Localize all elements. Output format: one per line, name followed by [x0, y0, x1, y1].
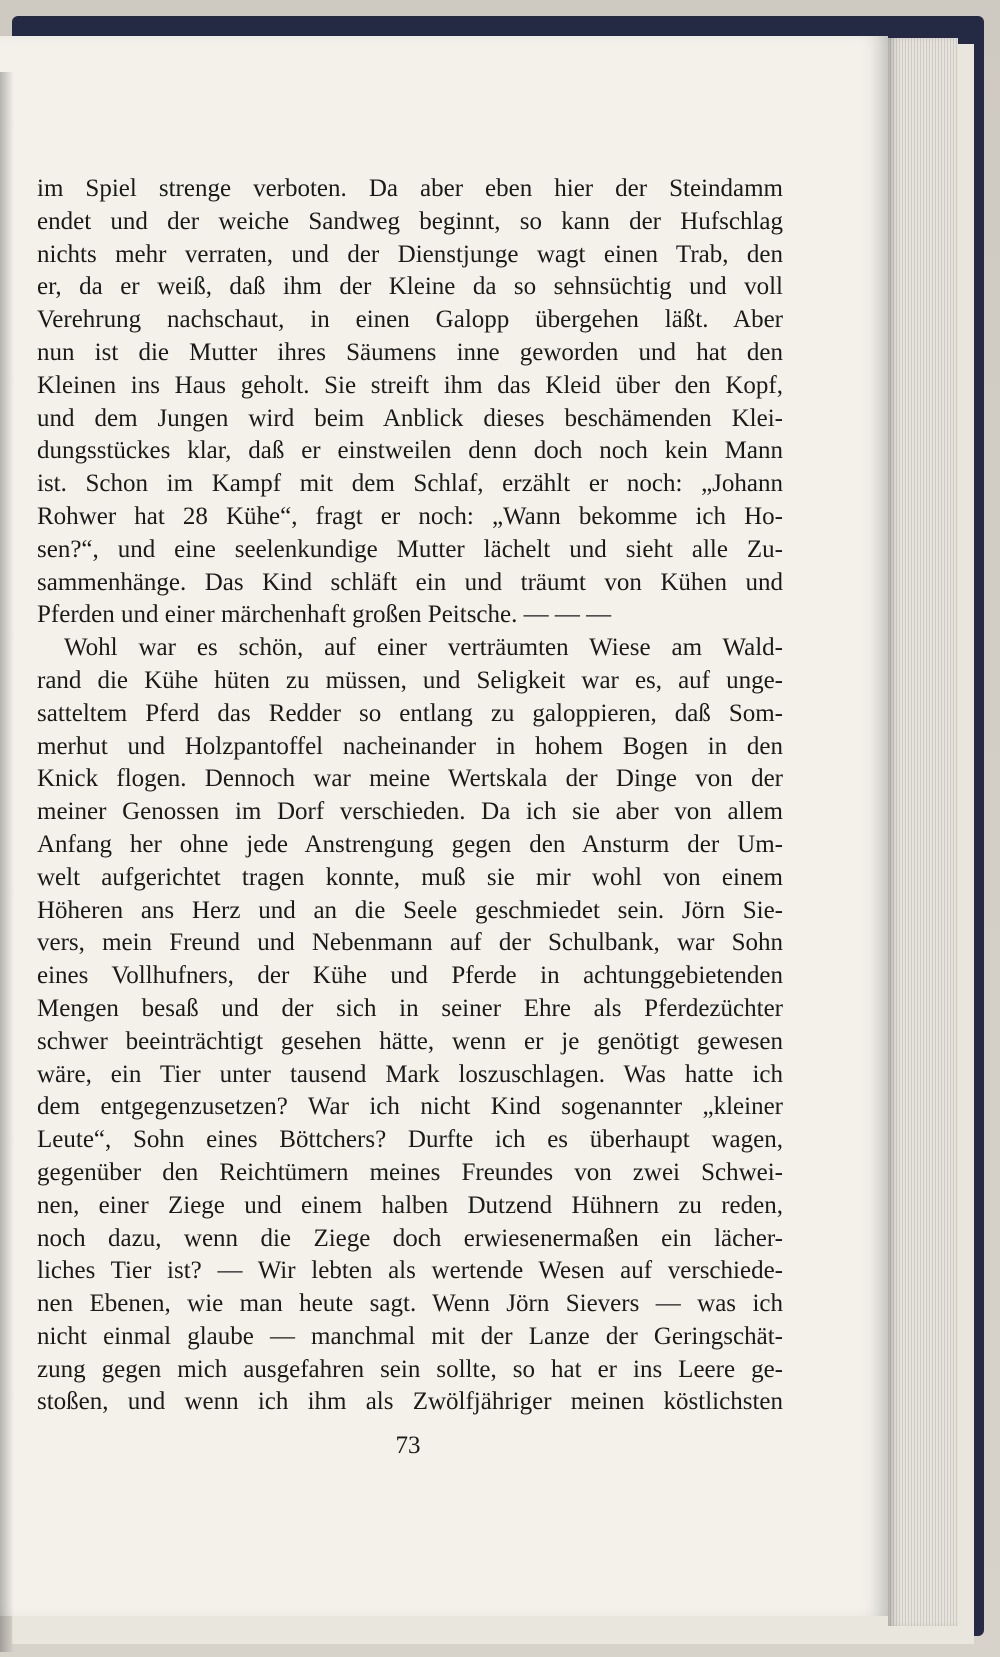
- text-line: sen?“, und eine seelenkundige Mutter lächelt und sieht alle Zu-: [37, 535, 783, 563]
- text-line: endet und der weiche Sandweg beginnt, so kann der Hufschlag: [37, 207, 783, 235]
- text-line: zung gegen mich ausgefahren sein sollte, so hat er ins Leere ge-: [37, 1355, 783, 1383]
- text-line: nicht einmal glaube — manchmal mit der Lanze der Geringschät-: [37, 1322, 783, 1350]
- text-line: gegenüber den Reichtümern meines Freundes von zwei Schwei-: [37, 1158, 783, 1186]
- spine-shadow: [0, 72, 14, 1652]
- body-text: [37, 173, 783, 1419]
- page-number: 73: [395, 1432, 421, 1459]
- book-page: [0, 36, 888, 1616]
- text-line: nen Ebenen, wie man heute sagt. Wenn Jörn Sievers — was ich: [37, 1290, 783, 1318]
- text-line: Anfang her ohne jede Anstrengung gegen den Ansturm der Um-: [37, 830, 783, 858]
- text-line: Verehrung nachschaut, in einen Galopp übergehen läßt. Aber: [37, 306, 783, 334]
- text-line: und dem Jungen wird beim Anblick dieses beschämenden Klei-: [37, 404, 783, 432]
- text-line: Knick flogen. Dennoch war meine Wertskala der Dinge von der: [37, 765, 783, 793]
- text-line: schwer beeinträchtigt gesehen hätte, wenn er je genötigt gewesen: [37, 1027, 783, 1055]
- text-line: Pferden und einer märchenhaft großen Peitsche. — — —: [37, 601, 612, 629]
- text-line: nun ist die Mutter ihres Säumens inne geworden und hat den: [37, 338, 783, 366]
- text-line: Wohl war es schön, auf einer verträumten Wiese am Wald-: [64, 634, 783, 662]
- text-line: nen, einer Ziege und einem halben Dutzend Hühnern zu reden,: [37, 1191, 783, 1219]
- text-line: Kleinen ins Haus geholt. Sie streift ihm das Kleid über den Kopf,: [37, 371, 783, 399]
- text-line: Mengen besaß und der sich in seiner Ehre als Pferdezüchter: [37, 994, 783, 1022]
- text-line: dungsstückes klar, daß er einstweilen denn doch noch kein Mann: [37, 437, 783, 465]
- text-line: satteltem Pferd das Redder so entlang zu galoppieren, daß Som-: [37, 699, 783, 727]
- text-line: Höheren ans Herz und an die Seele geschmiedet sein. Jörn Sie-: [37, 896, 783, 924]
- text-line: nichts mehr verraten, und der Dienstjunge wagt einen Trab, den: [37, 240, 783, 268]
- text-line: noch dazu, wenn die Ziege doch erwiesenermaßen ein lächer-: [37, 1224, 783, 1252]
- text-line: vers, mein Freund und Nebenmann auf der Schulbank, war Sohn: [37, 929, 783, 957]
- text-line: im Spiel strenge verboten. Da aber eben hier der Steindamm: [37, 175, 783, 202]
- text-line: stoßen, und wenn ich ihm als Zwölfjähriger meinen köstlichsten: [37, 1388, 783, 1416]
- text-line: sammenhänge. Das Kind schläft ein und träumt von Kühen und: [37, 568, 783, 596]
- text-line: wäre, ein Tier unter tausend Mark loszuschlagen. Was hatte ich: [37, 1060, 783, 1088]
- text-line: eines Vollhufners, der Kühe und Pferde in achtunggebietenden: [37, 962, 783, 990]
- page-edges: [888, 38, 958, 1626]
- text-line: Leute“, Sohn eines Böttchers? Durfte ich es überhaupt wagen,: [37, 1126, 783, 1154]
- text-line: er, da er weiß, daß ihm der Kleine da so sehnsüchtig und voll: [37, 273, 783, 301]
- text-line: ist. Schon im Kampf mit dem Schlaf, erzählt er noch: „Johann: [37, 470, 783, 498]
- text-line: rand die Kühe hüten zu müssen, und Seligkeit war es, auf unge-: [37, 666, 783, 694]
- text-line: merhut und Holzpantoffel nacheinander in hohem Bogen in den: [37, 732, 783, 760]
- text-line: dem entgegenzusetzen? War ich nicht Kind sogenannter „kleiner: [37, 1093, 783, 1121]
- text-line: Rohwer hat 28 Kühe“, fragt er noch: „Wann bekomme ich Ho-: [37, 502, 783, 530]
- text-line: liches Tier ist? — Wir lebten als wertende Wesen auf verschiede-: [37, 1257, 783, 1285]
- text-line: welt aufgerichtet tragen konnte, muß sie mir wohl von einem: [37, 863, 783, 891]
- text-line: meiner Genossen im Dorf verschieden. Da ich sie aber von allem: [37, 798, 783, 826]
